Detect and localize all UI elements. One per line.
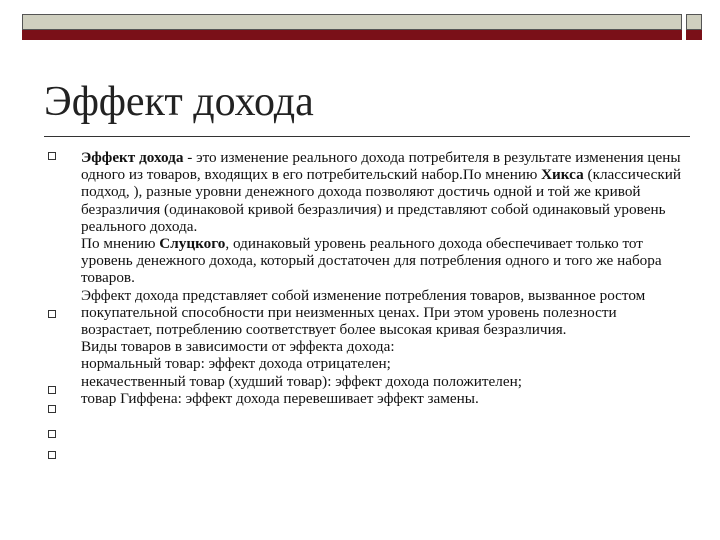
slutsky-text: , одинаковый уровень реального дохода обеспечивает только тот уровень денежного дохода, который достаточен для потребления одного и того же набора товаров.: [81, 235, 662, 287]
bullet-square-icon: [48, 386, 56, 394]
bullet-square-icon: [48, 152, 56, 160]
bullet-square-icon: [48, 405, 56, 413]
slide-body: [81, 149, 681, 407]
name-slutsky: Слуцкого: [159, 235, 226, 253]
name-hicks: Хикса: [541, 166, 584, 184]
bullet-item-definition: [81, 149, 681, 287]
hicks-text: (классический подход, ), разные уровни денежного дохода позволяют достичь одной и той же кривой безразличия (одинаковой кривой безразличия) и представляют собой одинаковый уровень реального дохода.: [81, 166, 682, 235]
slutsky-intro: По мнению: [81, 235, 160, 253]
bullet-item-giffen-good: товар Гиффена: эффект дохода перевешивает эффект замены.: [81, 389, 479, 407]
header-accent-square: [686, 30, 702, 40]
bullet-square-icon: [48, 310, 56, 318]
bullet-item-normal-good: нормальный товар: эффект дохода отрицателен;: [81, 355, 391, 373]
slide-title: Эффект дохода: [44, 79, 314, 125]
header-bar: [22, 14, 682, 30]
header-accent-bar: [22, 30, 682, 40]
bullet-square-icon: [48, 451, 56, 459]
title-divider: [44, 136, 690, 137]
bullet-item-purchasing-power: Эффект дохода представляет собой изменение потребления товаров, вызванное ростом покупательной способности при неизменных ценах. При этом уровень полезности возрастает, потреблению соответствует более высокая кривая безразличия.: [81, 286, 646, 339]
header-square: [686, 14, 702, 30]
definition-text: - это изменение реального дохода потребителя в результате изменения цены одного из товаров, входящих в его потребительский набор.По мнению: [81, 149, 681, 184]
bullet-item-inferior-good: некачественный товар (худший товар): эффект дохода положителен;: [81, 372, 522, 390]
bullet-item-goods-types: Виды товаров в зависимости от эффекта дохода:: [81, 338, 395, 356]
bullet-square-icon: [48, 430, 56, 438]
term-income-effect: Эффект дохода: [81, 149, 184, 166]
